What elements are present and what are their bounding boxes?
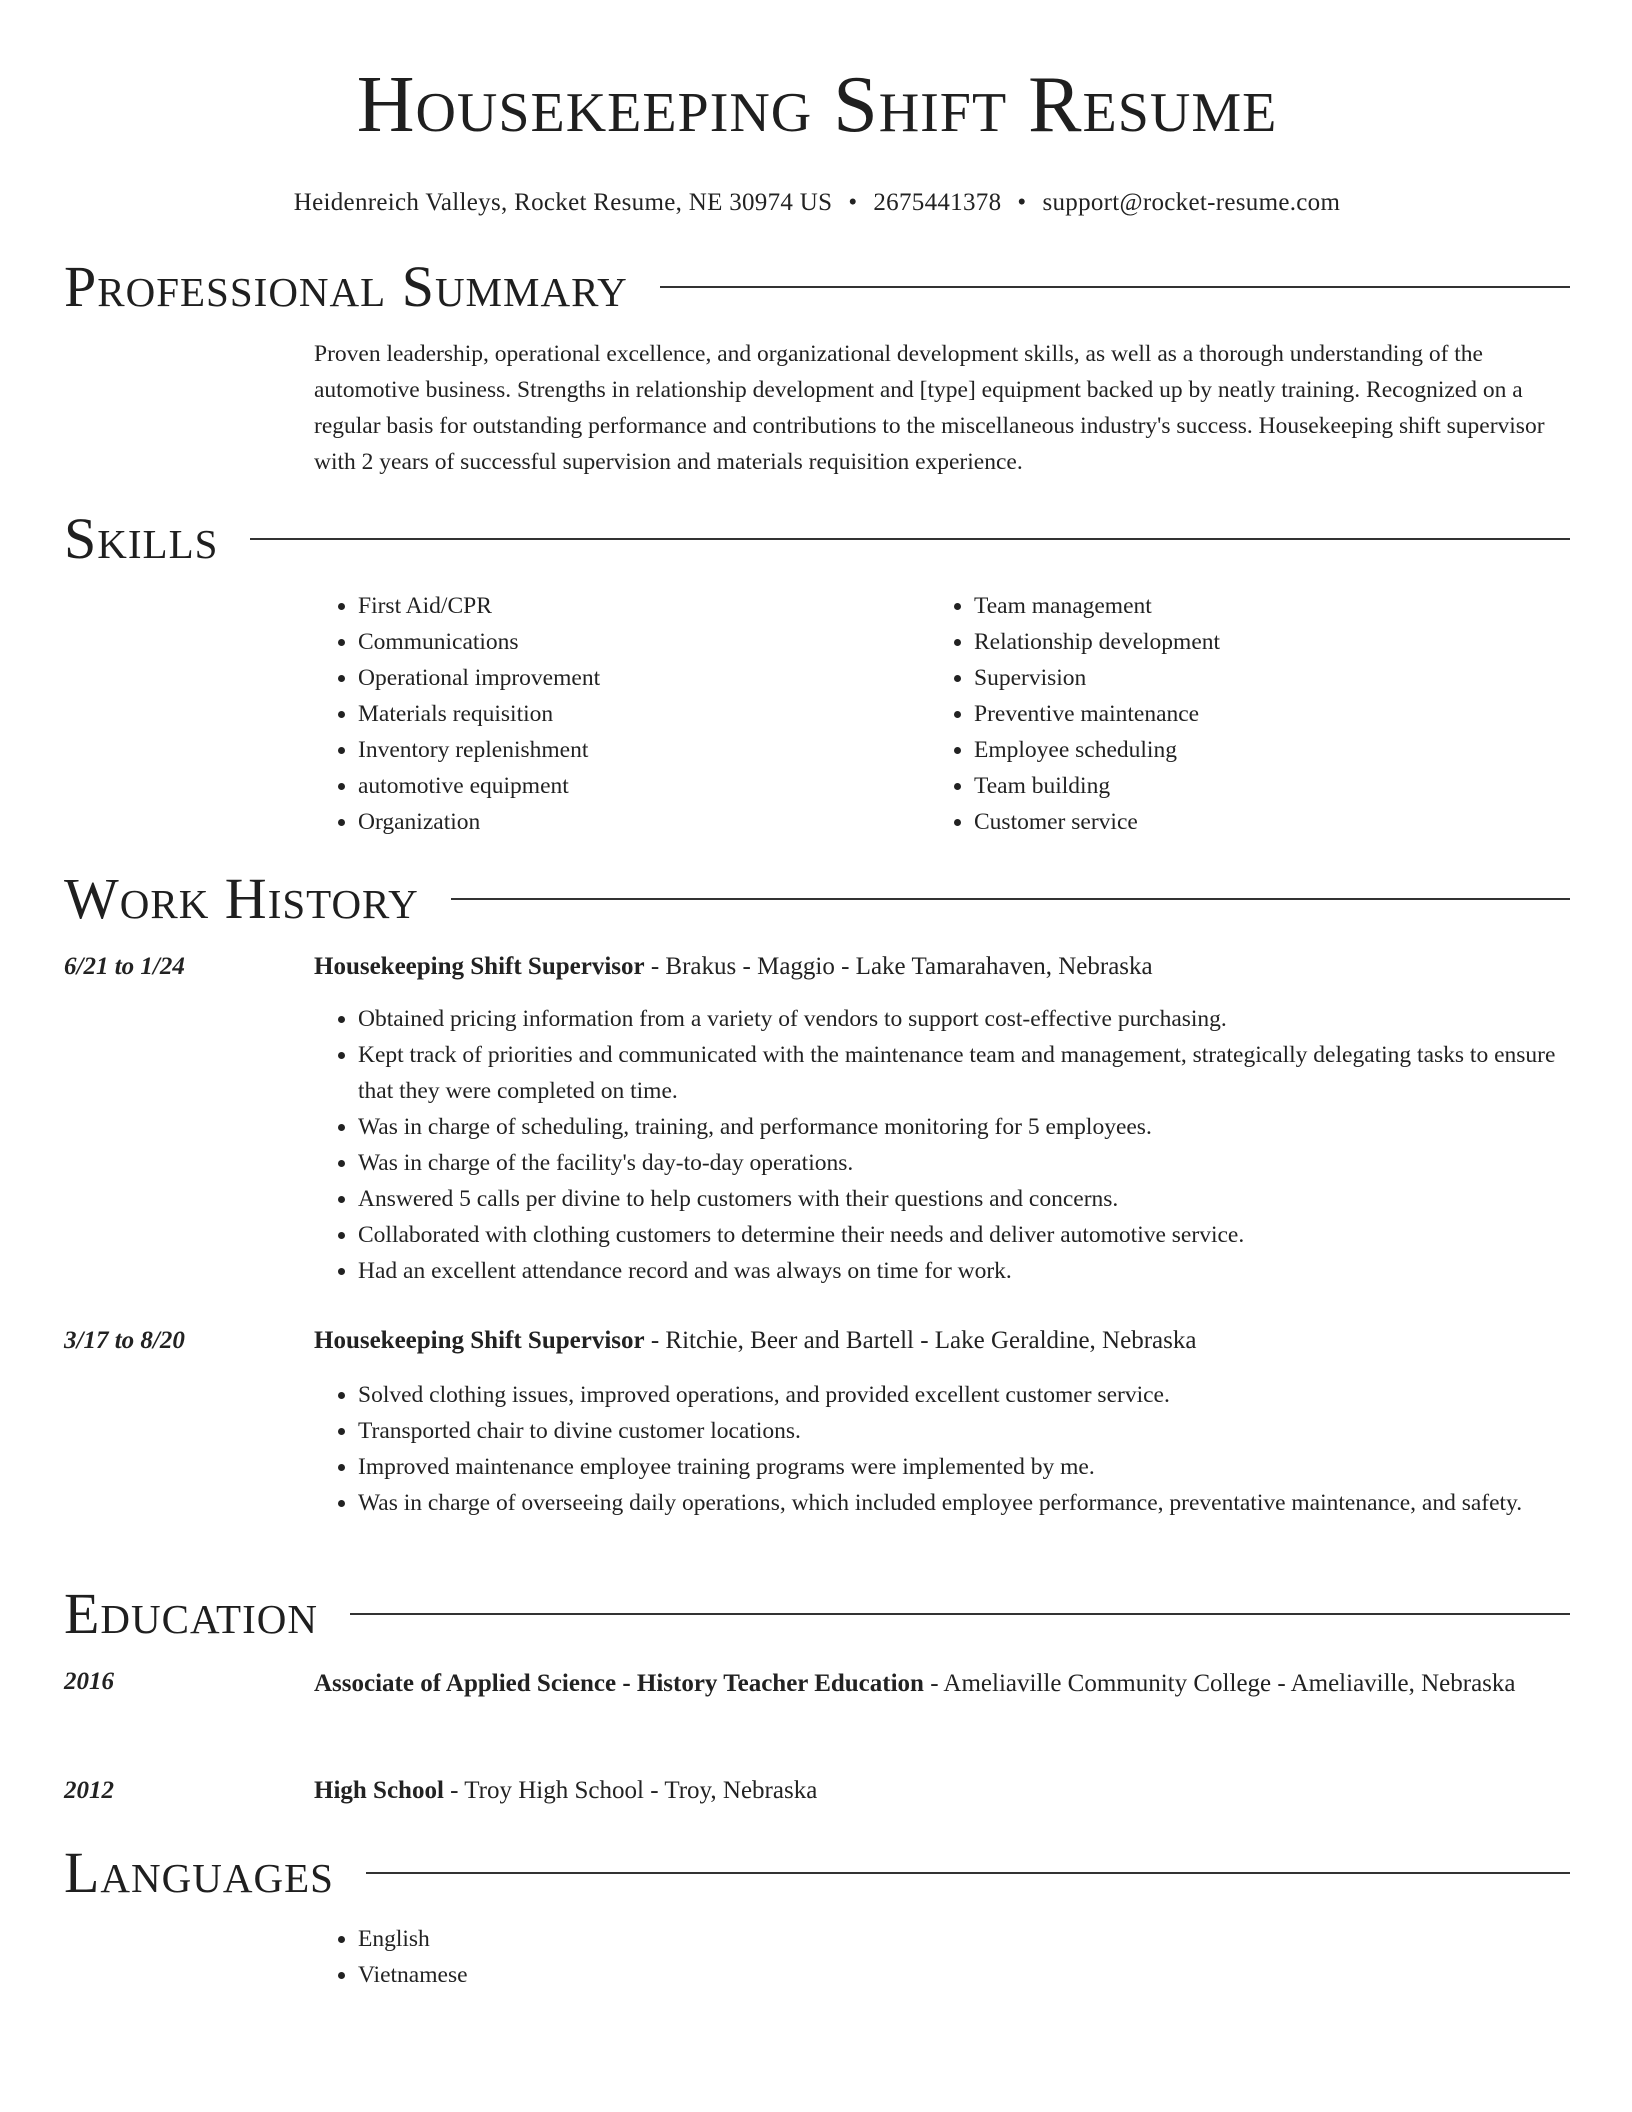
section-divider (451, 898, 1570, 900)
education-entry (314, 1664, 1570, 1704)
job-title-line (314, 949, 1570, 985)
skill-item: • Operational improvement (358, 660, 914, 696)
skill-item: • Relationship development (974, 624, 1530, 660)
education-line (314, 1773, 1570, 1809)
job-entry (314, 1323, 1570, 1521)
skill-item: • Communications (358, 624, 914, 660)
education-school: - Ameliaville Community College - Ameliaville, Nebraska (923, 1670, 1516, 1697)
skills-section-header (64, 508, 1570, 570)
page-title: Housekeeping Shift Resume (356, 61, 1278, 149)
skill-item: • Team management (974, 588, 1530, 624)
contact-line (64, 188, 1570, 218)
separator-dot: • (848, 189, 858, 216)
education-entry (314, 1773, 1570, 1809)
section-divider (350, 1613, 1570, 1615)
job-employer: - Ritchie, Beer and Bartell - Lake Geraldine, Nebraska (644, 1327, 1197, 1354)
duty-item: • Obtained pricing information from a variety of vendors to support cost-effective purchasing. (358, 1001, 1570, 1037)
education-school: - Troy High School - Troy, Nebraska (443, 1777, 818, 1804)
education-year: 2012 (64, 1777, 114, 1804)
skill-item: • Materials requisition (358, 696, 914, 732)
job-duties (314, 1377, 1570, 1521)
address-text: Heidenreich Valleys, Rocket Resume, NE 30974 US (293, 189, 833, 216)
skills-heading: Skills (64, 506, 219, 571)
skill-item: • automotive equipment (358, 768, 914, 804)
languages-body (314, 1921, 1570, 1993)
education-year: 2016 (64, 1668, 114, 1695)
duty-item: • Collaborated with clothing customers to determine their needs and deliver automotive service. (358, 1217, 1570, 1253)
skills-list-left (314, 588, 914, 840)
work-section-header (64, 868, 1570, 930)
section-divider (366, 1872, 1570, 1874)
skill-item: • Supervision (974, 660, 1530, 696)
section-divider (660, 286, 1570, 288)
language-item: • Vietnamese (358, 1957, 1570, 1993)
job-title: Housekeeping Shift Supervisor (314, 1327, 645, 1354)
section-divider (250, 538, 1570, 540)
duty-item: • Was in charge of the facility's day-to-day operations. (358, 1145, 1570, 1181)
skill-item: • Customer service (974, 804, 1530, 840)
resume-page (64, 0, 1570, 1988)
languages-heading: Languages (64, 1840, 334, 1905)
email-text: support@rocket-resume.com (1042, 189, 1341, 216)
duty-item: • Was in charge of overseeing daily operations, which included employee performance, preventative maintenance, and safety. (358, 1485, 1570, 1521)
languages-section-header (64, 1842, 1570, 1904)
summary-heading: Professional Summary (64, 254, 628, 319)
phone-text: 2675441378 (873, 189, 1002, 216)
job-entry (314, 949, 1570, 1289)
duty-item: • Had an excellent attendance record and was always on time for work. (358, 1253, 1570, 1289)
education-degree: Associate of Applied Science - History Teacher Education (314, 1670, 924, 1697)
education-section-header (64, 1583, 1570, 1645)
skill-item: • Preventive maintenance (974, 696, 1530, 732)
job-dates: 6/21 to 1/24 (64, 953, 185, 980)
duty-item: • Improved maintenance employee training programs were implemented by me. (358, 1449, 1570, 1485)
duty-item: • Transported chair to divine customer locations. (358, 1413, 1570, 1449)
work-heading: Work History (64, 866, 419, 931)
skill-item: • Team building (974, 768, 1530, 804)
skill-item: • Employee scheduling (974, 732, 1530, 768)
duty-item: • Answered 5 calls per divine to help customers with their questions and concerns. (358, 1181, 1570, 1217)
education-degree: High School (314, 1777, 444, 1804)
education-heading: Education (64, 1581, 318, 1646)
skill-item: • Organization (358, 804, 914, 840)
skill-item: • Inventory replenishment (358, 732, 914, 768)
duty-item: • Kept track of priorities and communicated with the maintenance team and management, strategically delegating tasks to ensure that they were completed on time. (358, 1037, 1570, 1109)
summary-text: Proven leadership, operational excellence, and organizational development skills, as well as a thorough understanding of the automotive business. Strengths in relationship development and [type] equipment backed up by neatly training. Recognized on a regular basis for outstanding performance and contributions to the miscellaneous industry's success. Housekeeping shift supervisor with 2 years of successful supervision and materials requisition experience. (314, 341, 1545, 475)
job-title-line (314, 1323, 1570, 1359)
summary-body (314, 336, 1570, 480)
skills-list-right (930, 588, 1530, 840)
skill-item: • First Aid/CPR (358, 588, 914, 624)
duty-item: • Was in charge of scheduling, training, and performance monitoring for 5 employees. (358, 1109, 1570, 1145)
education-line (314, 1664, 1570, 1704)
job-title: Housekeeping Shift Supervisor (314, 953, 645, 980)
job-employer: - Brakus - Maggio - Lake Tamarahaven, Nebraska (644, 953, 1153, 980)
summary-section-header (64, 256, 1570, 318)
duty-item: • Solved clothing issues, improved operations, and provided excellent customer service. (358, 1377, 1570, 1413)
job-dates: 3/17 to 8/20 (64, 1327, 185, 1354)
language-item: • English (358, 1921, 1570, 1957)
separator-dot: • (1017, 189, 1027, 216)
job-duties (314, 1001, 1570, 1289)
